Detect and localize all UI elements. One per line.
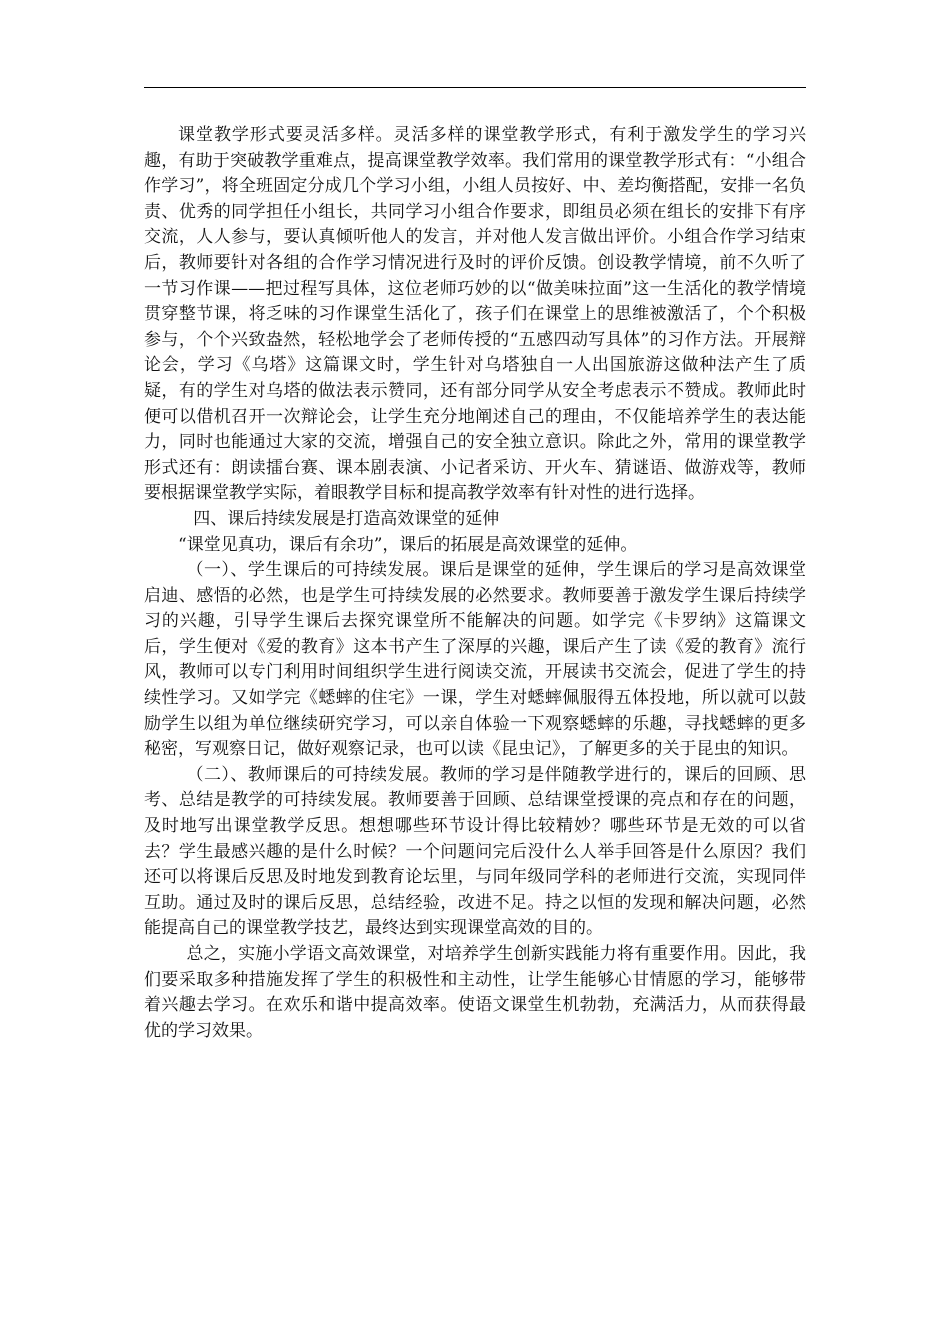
paragraph-teacher-development: （二）、教师课后的可持续发展。教师的学习是伴随教学进行的，课后的回顾、思考、总结是教学的可持续发展。教师要善于回顾、总结课堂授课的亮点和存在的问题，及时地写出课堂教学反思。想想哪些环节设计得比较精妙？哪些环节是无效的可以省去？学生最感兴趣的是什么时候？一个问题问完后没什么人举手回答是什么原因？我们还可以将课后反思及时地发到教育论坛里，与同年级同学科的老师进行交流，实现同伴互助。通过及时的课后反思，总结经验，改进不足。持之以恒的发现和解决问题，必然能提高自己的课堂教学技艺，最终达到实现课堂高效的目的。 [144, 764, 806, 939]
paragraph-student-development: （一）、学生课后的可持续发展。课后是课堂的延伸，学生课后的学习是高效课堂启迪、感悟的必然，也是学生可持续发展的必然要求。教师要善于激发学生课后持续学习的兴趣，引导学生课后去探究课堂所不能解决的问题。如学完《卡罗纳》这篇课文后，学生便对《爱的教育》这本书产生了深厚的兴趣，课后产生了读《爱的教育》流行风，教师可以专门利用时间组织学生进行阅读交流，开展读书交流会，促进了学生的持续性学习。又如学完《蟋蟀的住宅》一课，学生对蟋蟀佩服得五体投地，所以就可以鼓励学生以组为单位继续研究学习，可以亲自体验一下观察蟋蟀的乐趣，寻找蟋蟀的更多秘密，写观察日记，做好观察记录，也可以读《昆虫记》，了解更多的关于昆虫的知识。 [144, 560, 806, 760]
header-rule [144, 87, 806, 88]
document-body [144, 123, 806, 1044]
paragraph-conclusion: 总之，实施小学语文高效课堂，对培养学生创新实践能力将有重要作用。因此，我们要采取多种措施发挥了学生的积极性和主动性，让学生能够心甘情愿的学习，能够带着兴趣去学习。在欢乐和谐中提高效率。使语文课堂生机勃勃，充满活力，从而获得最优的学习效果。 [144, 944, 806, 1041]
paragraph-classroom-forms: 课堂教学形式要灵活多样。灵活多样的课堂教学形式，有利于激发学生的学习兴趣，有助于突破教学重难点，提高课堂教学效率。我们常用的课堂教学形式有：“小组合作学习”，将全班固定分成几个学习小组，小组人员按好、中、差均衡搭配，安排一名负责、优秀的同学担任小组长，共同学习小组合作要求，即组员必须在组长的安排下有序交流，人人参与，要认真倾听他人的发言，并对他人发言做出评价。小组合作学习结束后，教师要针对各组的合作学习情况进行及时的评价反馈。创设教学情境，前不久听了一节习作课——把过程写具体，这位老师巧妙的以“做美味拉面”这一生活化的教学情境贯穿整节课，将乏味的习作课堂生活化了，孩子们在课堂上的思维被激活了，个个积极参与，个个兴致盎然，轻松地学会了老师传授的“五感四动写具体”的习作方法。开展辩论会，学习《乌塔》这篇课文时，学生针对乌塔独自一人出国旅游这做种法产生了质疑，有的学生对乌塔的做法表示赞同，还有部分同学从安全考虑表示不赞成。教师此时便可以借机召开一次辩论会，让学生充分地阐述自己的理由，不仅能培养学生的表达能力，同时也能通过大家的交流，增强自己的安全独立意识。除此之外，常用的课堂教学形式还有：朗读擂台赛、课本剧表演、小记者采访、开火车、猜谜语、做游戏等，教师要根据课堂教学实际，着眼教学目标和提高教学效率有针对性的进行选择。 [144, 125, 806, 504]
paragraph-after-class-quote: “课堂见真功，课后有余功”，课后的拓展是高效课堂的延伸。 [178, 534, 638, 555]
section-heading-four: 四、课后持续发展是打造高效课堂的延伸 [193, 508, 500, 529]
